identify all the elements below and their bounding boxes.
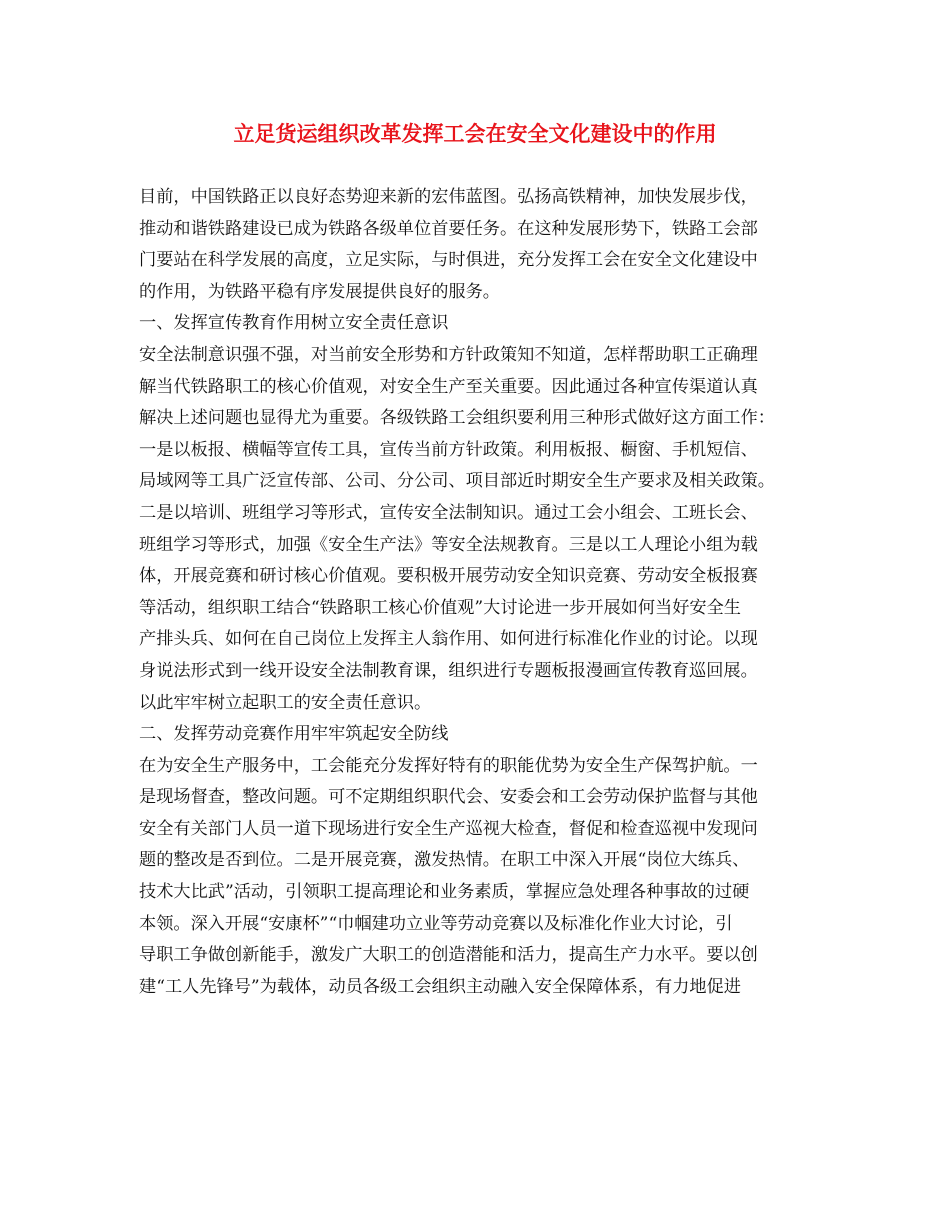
- text-line: 安全法制意识强不强，对当前安全形势和方针政策知不知道，怎样帮助职工正确理: [139, 344, 758, 365]
- intro-paragraph: [139, 182, 829, 308]
- section-2-paragraph: [139, 751, 829, 1004]
- text-line: 题的整改是否到位。二是开展竞赛，激发热情。在职工中深入开展“岗位大练兵、: [139, 850, 750, 871]
- section-heading-1: [139, 308, 829, 340]
- text-line: 解决上述问题也显得尤为重要。各级铁路工会组织要利用三种形式做好这方面工作：: [139, 408, 775, 429]
- section-heading-2: [139, 719, 829, 751]
- text-line: 身说法形式到一线开设安全法制教育课，组织进行专题板报漫画宣传教育巡回展。: [139, 660, 758, 681]
- text-line: 局域网等工具广泛宣传部、公司、分公司、项目部近时期安全生产要求及相关政策。: [139, 471, 775, 492]
- document-body: [139, 182, 829, 1003]
- text-line: 门要站在科学发展的高度，立足实际，与时俱进，充分发挥工会在安全文化建设中: [139, 250, 758, 271]
- text-line: 是现场督查，整改问题。可不定期组织职代会、安委会和工会劳动保护监督与其他: [139, 787, 758, 808]
- text-line: 等活动，组织职工结合“铁路职工核心价值观”大讨论进一步开展如何当好安全生: [139, 597, 741, 618]
- text-line: 本领。深入开展“安康杯”“巾帼建功立业等劳动竞赛以及标准化作业大讨论，引: [139, 913, 733, 934]
- text-line: 产排头兵、如何在自己岗位上发挥主人翁作用、如何进行标准化作业的讨论。以现: [139, 629, 758, 650]
- text-line: 二、发挥劳动竞赛作用牢牢筑起安全防线: [139, 724, 449, 745]
- text-line: 以此牢牢树立起职工的安全责任意识。: [139, 692, 432, 713]
- text-line: 目前，中国铁路正以良好态势迎来新的宏伟蓝图。弘扬高铁精神，加快发展步伐，: [139, 187, 758, 207]
- text-line: 一是以板报、横幅等宣传工具，宣传当前方针政策。利用板报、橱窗、手机短信、: [139, 439, 758, 460]
- text-line: 安全有关部门人员一道下现场进行安全生产巡视大检查，督促和检查巡视中发现问: [139, 818, 758, 839]
- text-line: 二是以培训、班组学习等形式，宣传安全法制知识。通过工会小组会、工班长会、: [139, 502, 758, 523]
- document-title: 立足货运组织改革发挥工会在安全文化建设中的作用: [233, 122, 717, 146]
- section-1-paragraph: [139, 340, 829, 719]
- text-line: 一、发挥宣传教育作用树立安全责任意识: [139, 313, 449, 334]
- text-line: 在为安全生产服务中，工会能充分发挥好特有的职能优势为安全生产保驾护航。一: [139, 755, 758, 776]
- text-line: 班组学习等形式，加强《安全生产法》等安全法规教育。三是以工人理论小组为载: [139, 534, 758, 555]
- text-line: 体，开展竞赛和研讨核心价值观。要积极开展劳动安全知识竞赛、劳动安全板报赛: [139, 566, 758, 587]
- text-line: 解当代铁路职工的核心价值观，对安全生产至关重要。因此通过各种宣传渠道认真: [139, 376, 758, 397]
- text-line: 技术大比武”活动，引领职工提高理论和业务素质，掌握应急处理各种事故的过硬: [139, 882, 750, 903]
- text-line: 的作用，为铁路平稳有序发展提供良好的服务。: [139, 281, 500, 302]
- text-line: 导职工争做创新能手，激发广大职工的创造潜能和活力，提高生产力水平。要以创: [139, 945, 758, 966]
- text-line: 推动和谐铁路建设已成为铁路各级单位首要任务。在这种发展形势下，铁路工会部: [139, 218, 758, 239]
- text-line: 建“工人先锋号”为载体，动员各级工会组织主动融入安全保障体系，有力地促进: [139, 976, 741, 997]
